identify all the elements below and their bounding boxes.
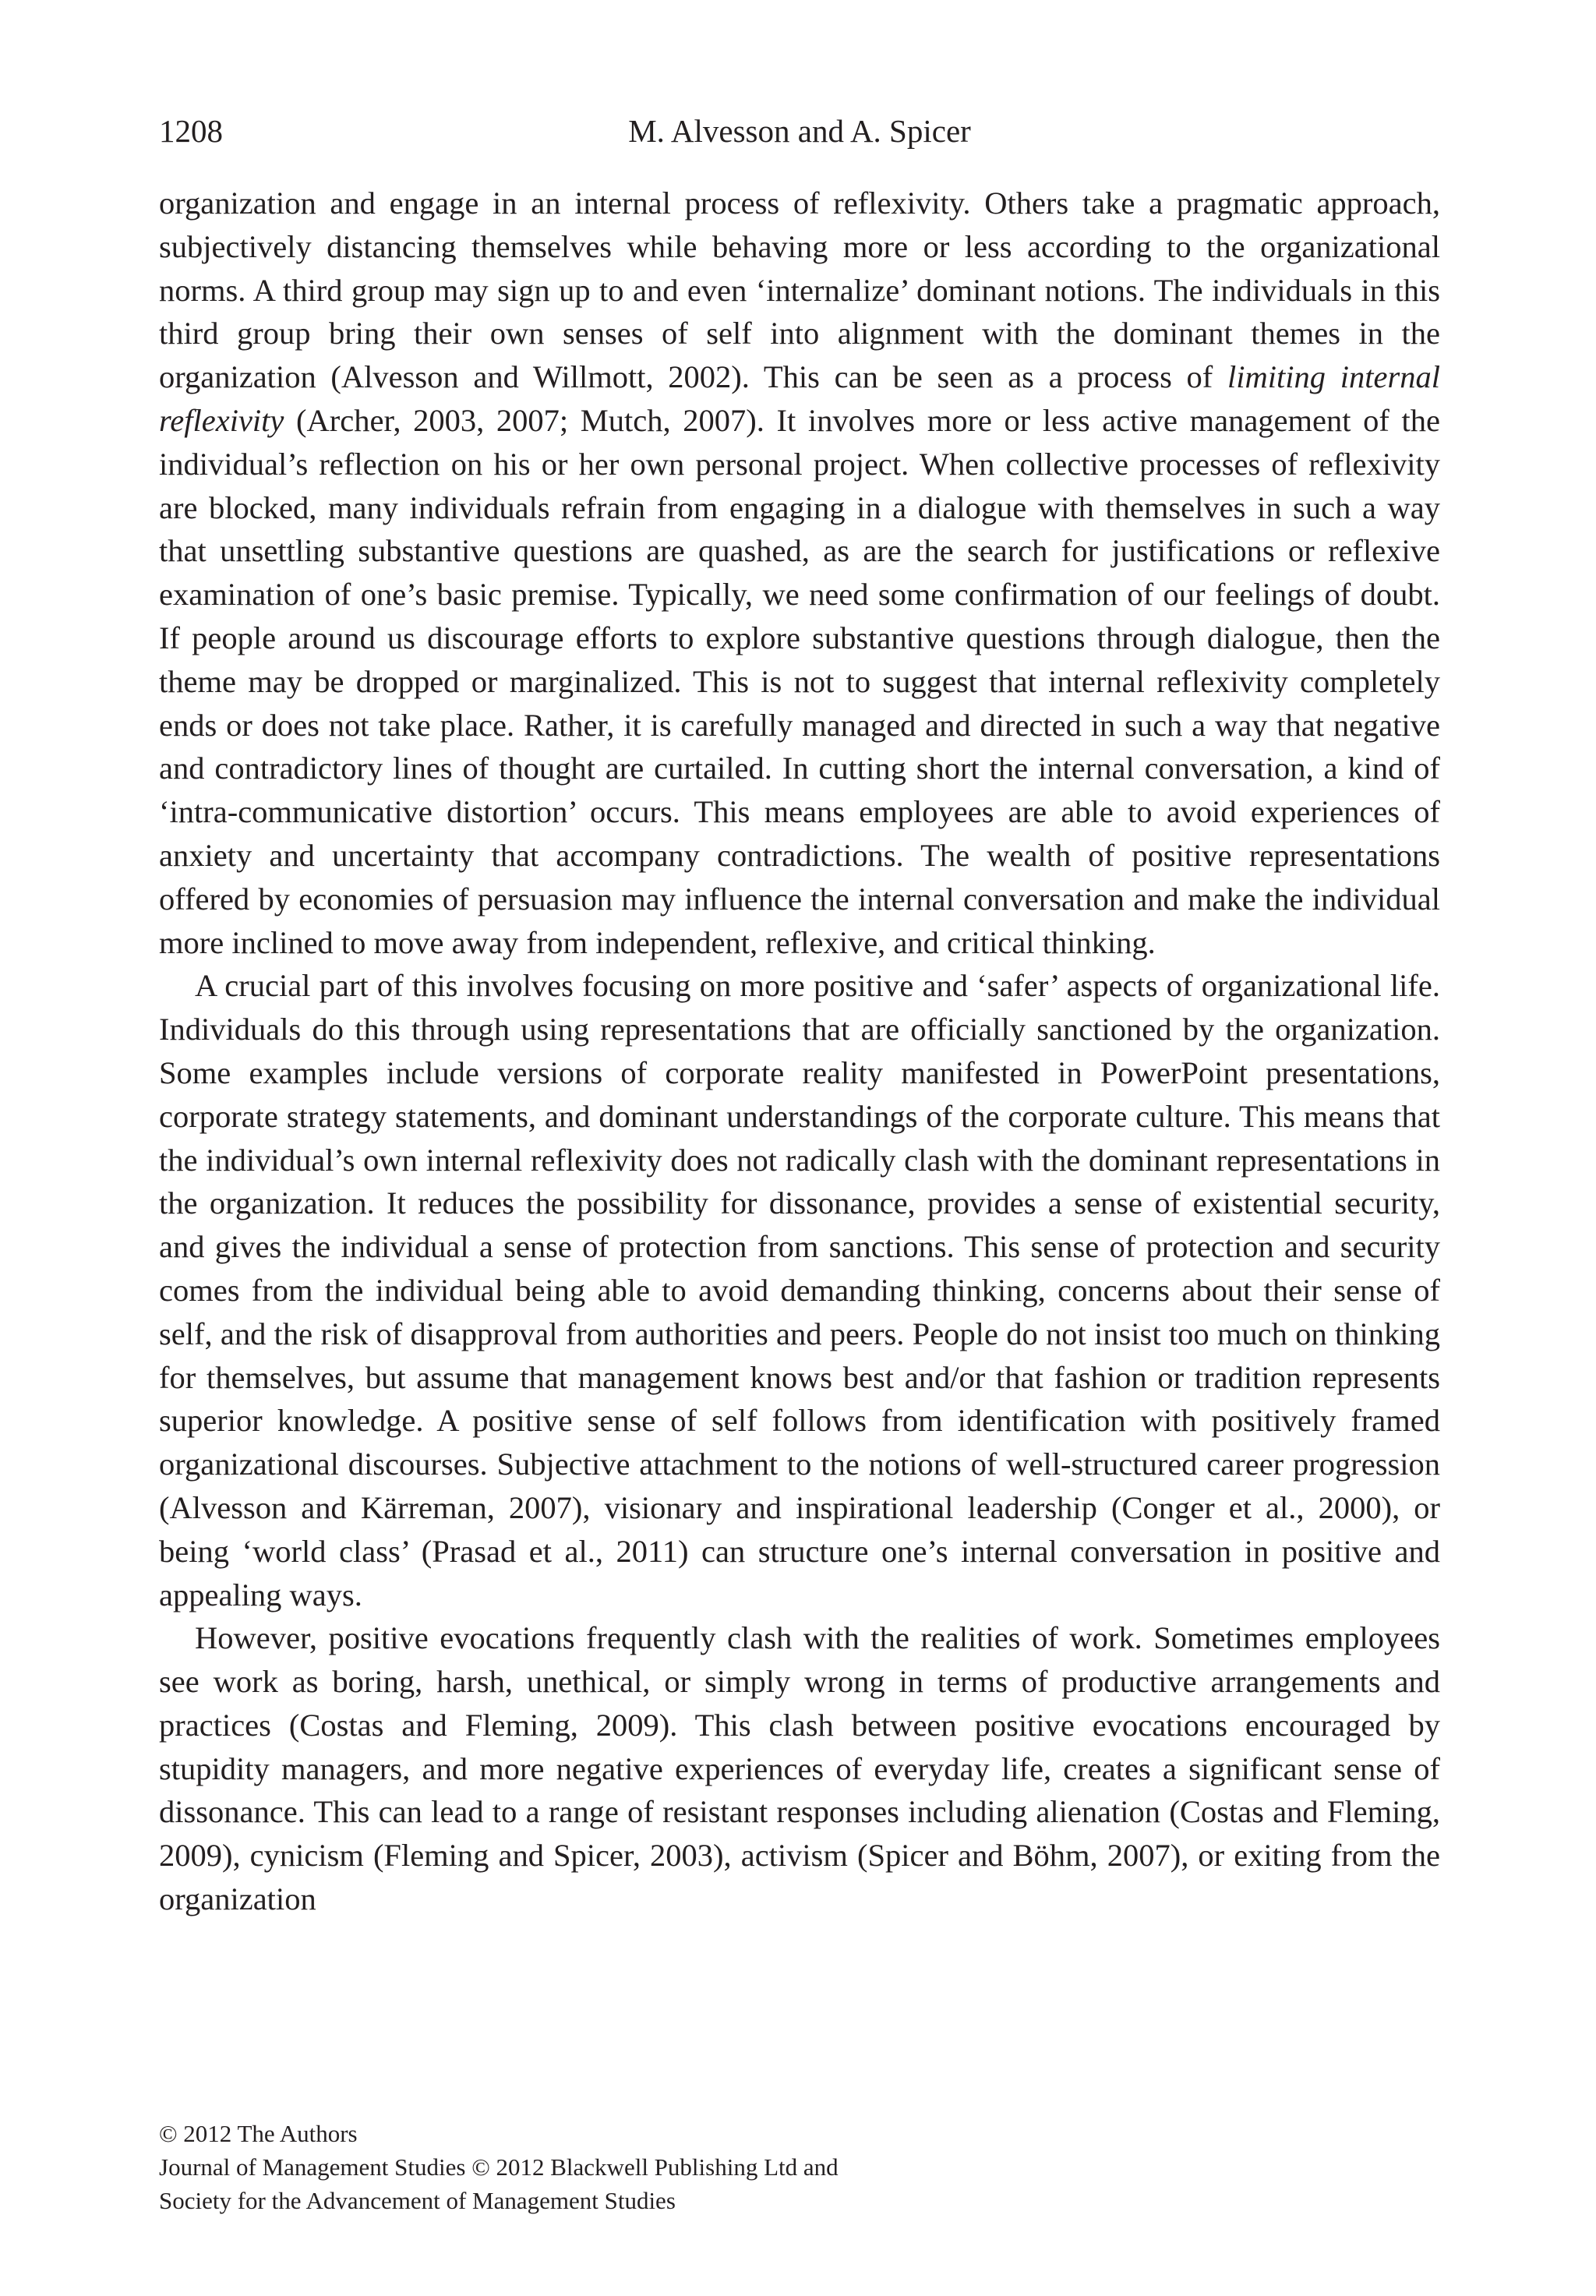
paragraph-1-text-a: organization and engage in an internal process of reflexivity. Others take a pragmatic approach, subjectively distancing themselves while behaving more or less according to the organizational norms. A third group may sign up to and even ‘internalize’ dominant notions. The individuals in this third group bring their own senses of self into alignment with the dominant themes in the organization (Alvesson and Willmott, 2002). This can be seen as a process of	[159, 185, 1440, 395]
paragraph-3: However, positive evocations frequently clash with the realities of work. Sometimes employees see work as boring, harsh, unethical, or simply wrong in terms of productive arrangements and practices (Costas and Fleming, 2009). This clash between positive evocations encouraged by stupidity managers, and more negative experiences of everyday life, creates a significant sense of dissonance. This can lead to a range of resistant responses including alienation (Costas and Fleming, 2009), cynicism (Fleming and Spicer, 2003), activism (Spicer and Böhm, 2007), or exiting from the organization	[159, 1620, 1440, 1917]
paragraph-1-text-b: (Archer, 2003, 2007; Mutch, 2007). It involves more or less active management of the individual’s reflection on his or her own personal project. When collective processes of reflexivity are blocked, many individuals refrain from engaging in a dialogue with themselves in such a way that unsettling substantive questions are quashed, as are the search for justifications or reflexive examination of one’s basic premise. Typically, we need some confirmation of our feelings of doubt. If people around us discourage efforts to explore substantive questions through dialogue, then the theme may be dropped or marginalized. This is not to suggest that internal reflexivity completely ends or does not take place. Rather, it is carefully managed and directed in such a way that negative and contradictory lines of thought are curtailed. In cutting short the internal conversation, a kind of ‘intra-communicative distortion’ occurs. This means employees are able to avoid experiences of anxiety and uncertainty that accompany contradictions. The wealth of positive representations offered by economies of persuasion may influence the internal conversation and make the individual more inclined to move away from independent, reflexive, and critical thinking.	[159, 402, 1440, 960]
paragraph-2: A crucial part of this involves focusing on more positive and ‘safer’ aspects of organizational life. Individuals do this through using representations that are officially sanctioned by the organization. Some examples include versions of corporate reality manifested in PowerPoint presentations, corporate strategy statements, and dominant understandings of the corporate culture. This means that the individual’s own internal reflexivity does not radically clash with the dominant representations in the organization. It reduces the possibility for dissonance, provides a sense of existential security, and gives the individual a sense of protection from sanctions. This sense of protection and security comes from the individual being able to avoid demanding thinking, concerns about their sense of self, and the risk of disapproval from authorities and peers. People do not insist too much on thinking for themselves, but assume that management knows best and/or that fashion or tradition represents superior knowledge. A positive sense of self follows from identification with positively framed organizational discourses. Subjective attachment to the notions of well-structured career progression (Alvesson and Kärreman, 2007), visionary and inspirational leadership (Conger et al., 2000), or being ‘world class’ (Prasad et al., 2011) can structure one’s internal conversation in positive and appealing ways.	[159, 968, 1440, 1612]
running-head: M. Alvesson and A. Spicer	[628, 113, 971, 149]
paragraph-1	[159, 182, 1440, 964]
footer-journal: Journal of Management Studies © 2012 Blackwell Publishing Ltd and	[159, 2153, 839, 2181]
copyright-footer	[159, 2117, 1440, 2217]
footer-society: Society for the Advancement of Management Studies	[159, 2187, 676, 2214]
page-header	[159, 108, 1440, 154]
paragraph-1-italic-term: limiting internal reflexivity	[159, 359, 1440, 438]
article-body	[159, 182, 1440, 1921]
footer-copyright: © 2012 The Authors	[159, 2120, 358, 2147]
page-number: 1208	[159, 113, 223, 149]
